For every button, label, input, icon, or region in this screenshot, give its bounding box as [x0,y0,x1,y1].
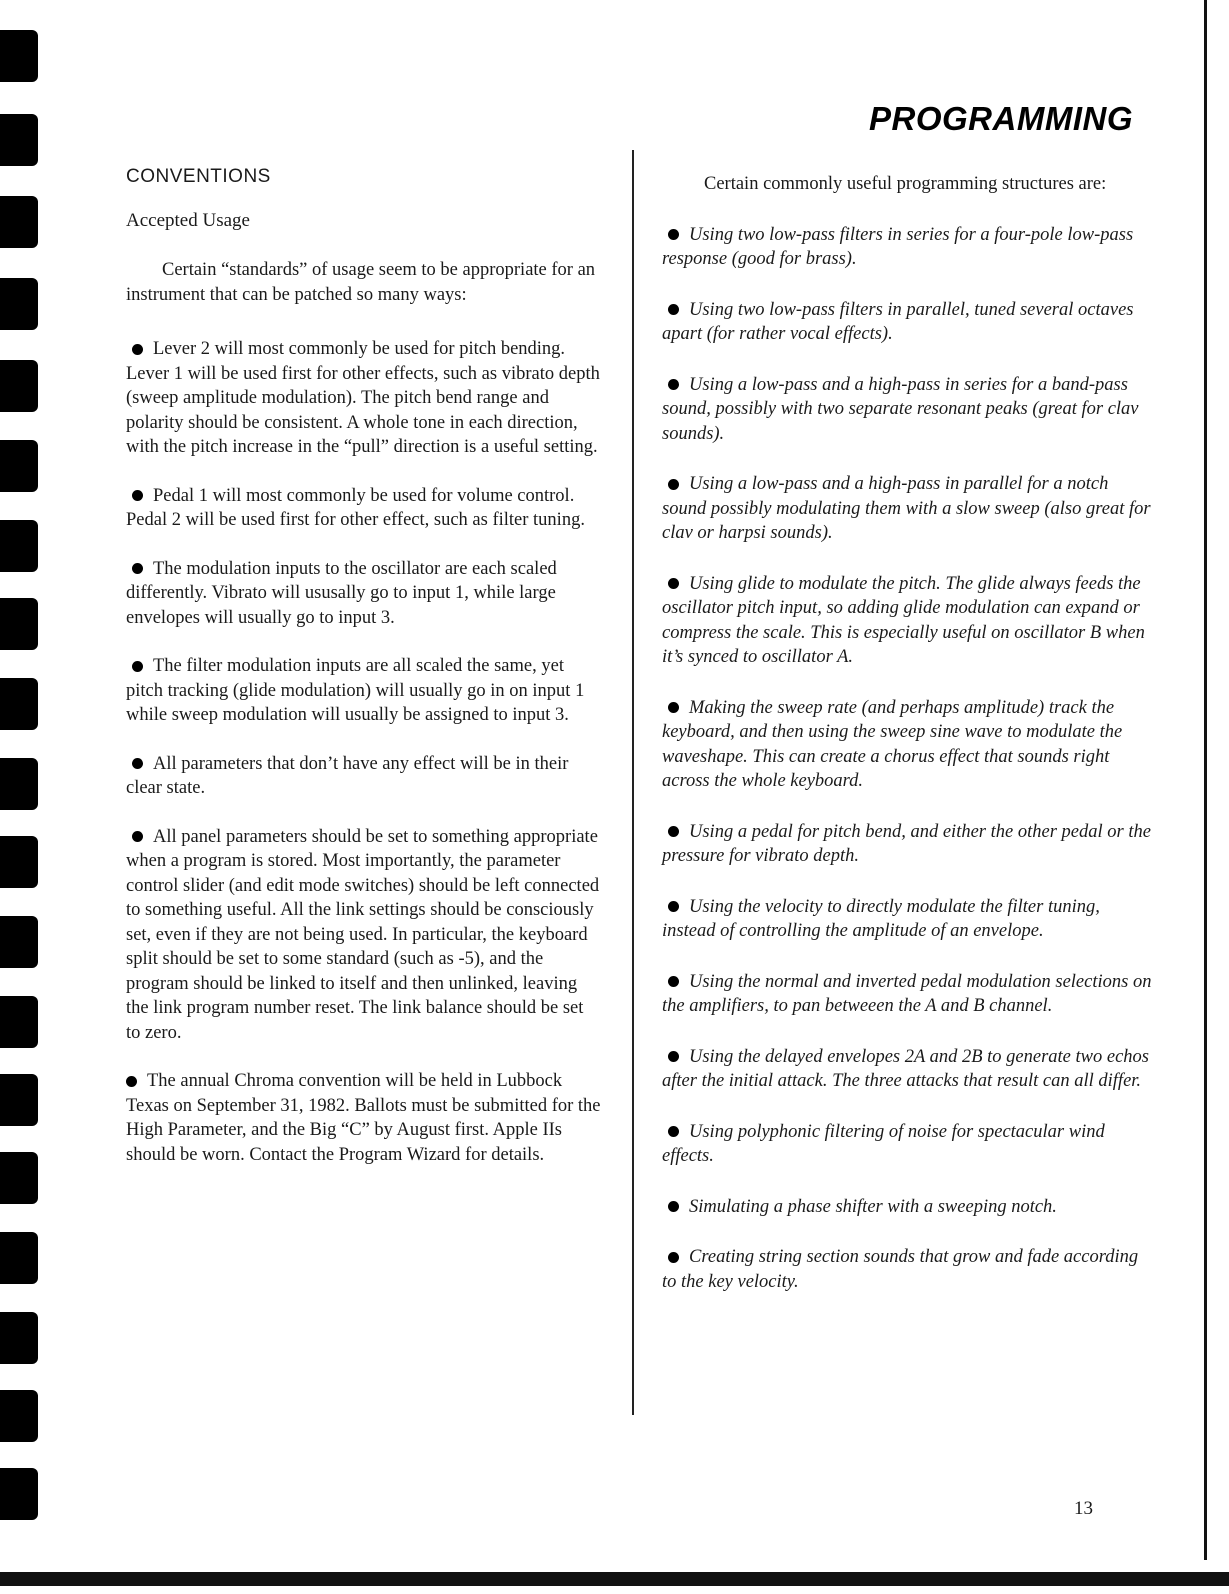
binding-hole [0,196,38,248]
binding-hole [0,678,38,730]
list-item [662,223,1154,272]
bullet-icon [668,379,679,390]
list-item [662,1245,1154,1294]
binding-hole [0,1152,38,1204]
list-item [662,572,1154,670]
list-item-text: Using polyphonic filtering of noise for spectacular wind effects. [662,1121,1105,1166]
binding-hole [0,360,38,412]
list-item [126,752,602,801]
bullet-icon [132,661,143,672]
bullet-icon [132,563,143,574]
list-item-text: The modulation inputs to the oscillator are each scaled differently. Vibrato will ususally go to input 1, while large envelopes will usually go to input 3. [126,558,557,628]
binding-hole [0,114,38,166]
bullet-icon [132,490,143,501]
list-item [126,557,602,631]
list-item [126,825,602,1046]
list-item-text: Using the velocity to directly modulate the filter tuning, instead of controlling the amplitude of an envelope. [662,896,1100,941]
bullet-icon [668,578,679,589]
bullet-icon [668,1252,679,1263]
section-heading: CONVENTIONS [126,166,271,187]
page-number: 13 [1074,1498,1093,1519]
list-item [126,1069,602,1167]
binding-hole [0,836,38,888]
bullet-icon [668,976,679,987]
binding-hole [0,996,38,1048]
bullet-icon [126,1076,137,1087]
binding-hole [0,1074,38,1126]
list-item-text: All parameters that don’t have any effect will be in their clear state. [126,753,569,798]
intro-paragraph: Certain commonly useful programming structures are: [704,174,1107,194]
list-item [662,1195,1154,1220]
list-item [662,970,1154,1019]
list-item [662,472,1154,546]
left-column [126,166,602,1191]
list-item-text: Creating string section sounds that grow and fade according to the key velocity. [662,1247,1139,1292]
list-item [662,1045,1154,1094]
binding-hole [0,916,38,968]
bullet-icon [132,344,143,355]
right-column [662,172,1154,1320]
list-item-text: Using the delayed envelopes 2A and 2B to generate two echos after the initial attack. The three attacks that result can all differ. [662,1046,1149,1091]
list-item-text: Simulating a phase shifter with a sweeping notch. [689,1196,1057,1217]
bullet-icon [668,1126,679,1137]
binding-hole [0,278,38,330]
list-item-text: Using a pedal for pitch bend, and either the other pedal or the pressure for vibrato depth. [662,821,1151,866]
list-item-text: Using two low-pass filters in parallel, tuned several octaves apart (for rather vocal effects). [662,299,1134,344]
page-title: PROGRAMMING [869,100,1133,137]
bullet-icon [132,758,143,769]
binding-hole [0,520,38,572]
binding-hole [0,1390,38,1442]
list-item [662,373,1154,447]
list-item-text: Using a low-pass and a high-pass in series for a band-pass sound, possibly with two separate resonant peaks (great for clav sounds). [662,374,1139,444]
list-item [662,1120,1154,1169]
list-item [662,895,1154,944]
list-item-text: The filter modulation inputs are all scaled the same, yet pitch tracking (glide modulation) will usually go in on input 1 while sweep modulation will usually be assigned to input 3. [126,656,585,725]
page-edge-bottom [0,1572,1229,1586]
list-item-text: All panel parameters should be set to something appropriate when a program is stored. Most importantly, the parameter control slider (and edit mode switches) should be left connected to something useful. All the link settings should be consciously set, even if they are not being used. In particular, the keyboard split should be set to some standard (such as -5), and the program should be linked to itself and then unlinked, leaving the link program number reset. The link balance should be set to zero. [126,826,600,1043]
binding-hole [0,758,38,810]
bullet-icon [668,229,679,240]
page-edge-right [1204,0,1207,1560]
bullet-icon [668,702,679,713]
binding-hole [0,598,38,650]
binding-hole [0,1312,38,1364]
list-item-text: Pedal 1 will most commonly be used for volume control. Pedal 2 will be used first for other effect, such as filter tuning. [126,485,585,530]
bullet-icon [668,901,679,912]
binding-hole [0,1232,38,1284]
list-item-text: Using glide to modulate the pitch. The glide always feeds the oscillator pitch input, so adding glide modulation can expand or compress the scale. This is especially useful on oscillator B when it’s synced to oscillator A. [662,573,1145,667]
bullet-icon [668,479,679,490]
binding-hole [0,30,38,82]
list-item [662,820,1154,869]
list-item-text: Lever 2 will most commonly be used for pitch bending. Lever 1 will be used first for other effects, such as vibrato depth (sweep amplitude modulation). The pitch bend range and polarity should be consistent. A whole tone in each direction, with the pitch increase in the “pull” direction is a useful setting. [126,339,600,457]
bullet-icon [668,1051,679,1062]
bullet-icon [668,826,679,837]
list-item-text: The annual Chroma convention will be held in Lubbock Texas on September 31, 1982. Ballots must be submitted for the High Parameter, and the Big “C” by August first. Apple IIs should be worn. Contact the Program Wizard for details. [126,1071,601,1165]
bullet-icon [668,304,679,315]
list-item-text: Using two low-pass filters in series for a four-pole low-pass response (good for brass). [662,224,1134,269]
list-item [126,654,602,728]
column-divider [632,150,634,1415]
binding-holes [0,0,60,1594]
bullet-icon [668,1201,679,1212]
subsection-heading: Accepted Usage [126,210,250,231]
binding-hole [0,440,38,492]
list-item [662,696,1154,794]
bullet-icon [132,831,143,842]
binding-hole [0,1468,38,1520]
list-item-text: Using a low-pass and a high-pass in parallel for a notch sound possibly modulating them with a slow sweep (also great for clav or harpsi sounds). [662,474,1151,543]
list-item [126,484,602,533]
list-item-text: Making the sweep rate (and perhaps amplitude) track the keyboard, and then using the sweep sine wave to modulate the waveshape. This can create a chorus effect that sounds right across the whole keyboard. [662,697,1123,791]
list-item-text: Using the normal and inverted pedal modulation selections on the amplifiers, to pan betweeen the A and B channel. [662,971,1152,1016]
list-item [662,298,1154,347]
list-item [126,337,602,460]
intro-paragraph: Certain “standards” of usage seem to be appropriate for an instrument that can be patched so many ways: [126,260,596,305]
